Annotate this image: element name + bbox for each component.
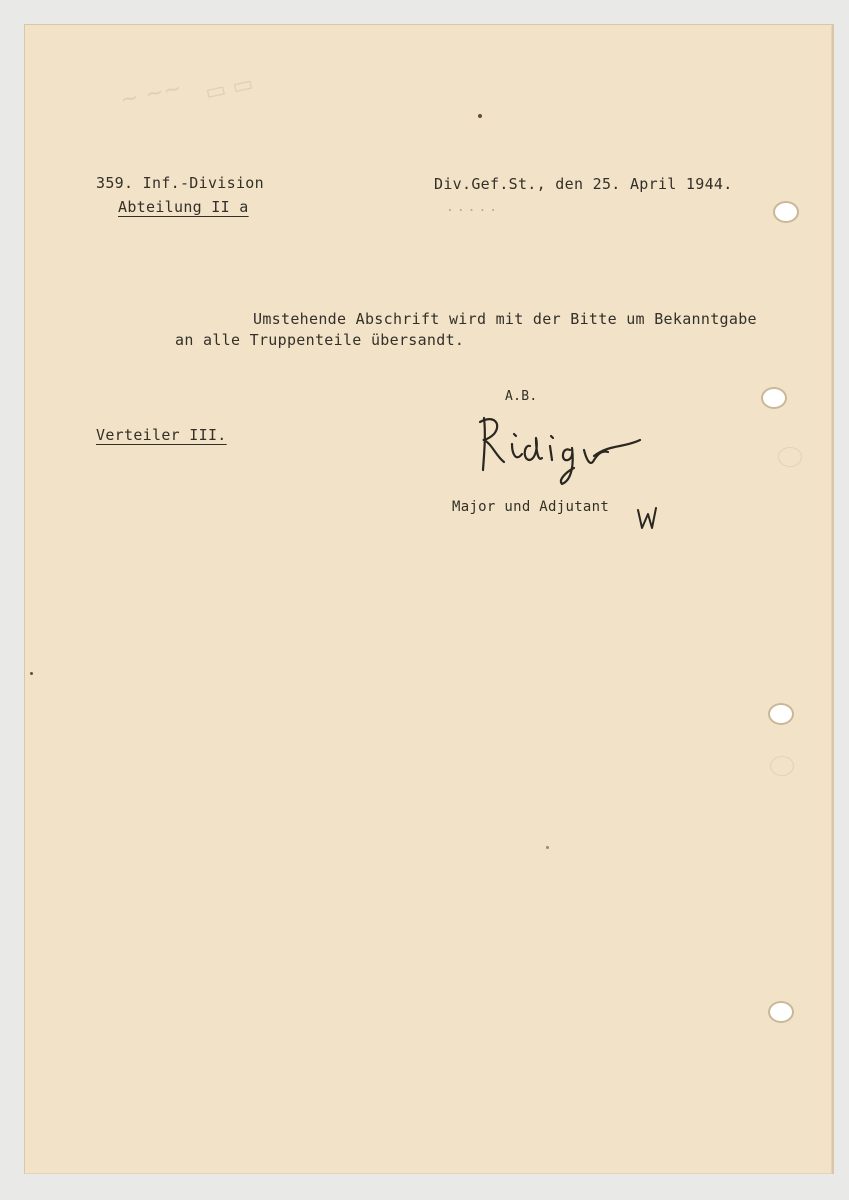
punch-hole-faint: [771, 757, 793, 775]
department-name: Abteilung II a: [118, 198, 249, 216]
punch-hole: [770, 705, 792, 723]
signature-prefix: A.B.: [505, 389, 538, 404]
place-date: Div.Gef.St., den 25. April 1944.: [434, 175, 733, 193]
punch-hole: [770, 1003, 792, 1021]
dotted-line: .....: [446, 200, 501, 215]
body-line-1: Umstehende Abschrift wird mit der Bitte um Bekanntgabe: [253, 310, 757, 328]
punch-hole-faint: [779, 448, 801, 466]
paper-sheet: [24, 24, 834, 1174]
faint-stamp-mark: ~ ~~: [118, 75, 185, 114]
distribution-list: Verteiler III.: [96, 426, 227, 444]
initial-mark: [634, 504, 660, 537]
faint-stamp-mark: ▭ ▭: [202, 71, 256, 106]
punch-hole: [763, 389, 785, 407]
punch-hole: [775, 203, 797, 221]
paper-speck: [478, 114, 482, 118]
handwritten-signature: [474, 410, 664, 505]
body-line-2: an alle Truppenteile übersandt.: [175, 331, 465, 349]
paper-speck: [546, 846, 549, 849]
unit-name: 359. Inf.-Division: [96, 174, 264, 192]
paper-speck: [30, 672, 33, 675]
signature-title: Major und Adjutant: [452, 499, 610, 515]
